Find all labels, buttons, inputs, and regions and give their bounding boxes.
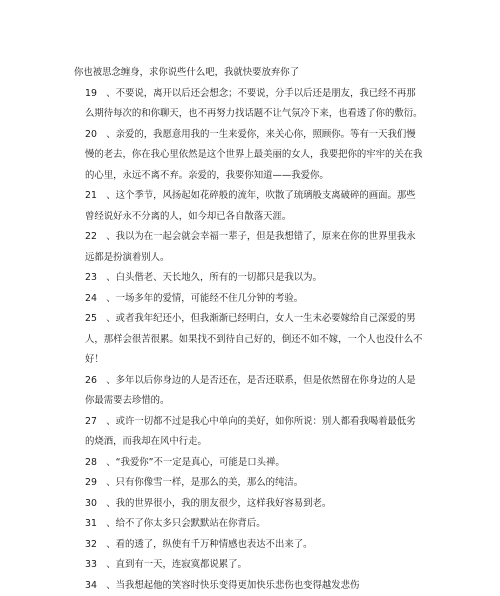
paragraph bbox=[74, 473, 419, 494]
paragraph bbox=[74, 63, 419, 84]
paragraph bbox=[74, 453, 419, 474]
text-line: 20 、亲爱的，我愿意用我的一生来爱你，来关心你，照顾你。等有一天我们慢 bbox=[74, 125, 419, 146]
text-line: 好！ bbox=[74, 350, 419, 371]
text-line: 28 、“我爱你”不一定是真心，可能是口头禅。 bbox=[74, 453, 419, 474]
paragraph bbox=[74, 84, 419, 125]
paragraph bbox=[74, 412, 419, 453]
text-line: 你也被思念缠身，求你说些什么吧，我就快要放弃你了 bbox=[74, 63, 419, 84]
text-line: 25 、或者我年纪还小，但我渐渐已经明白，女人一生未必要嫁给自己深爱的男 bbox=[74, 309, 419, 330]
text-line: 人，那样会很苦很累。如果找不到待自己好的，倒还不如不嫁，一个人也没什么不 bbox=[74, 330, 419, 351]
paragraph bbox=[74, 514, 419, 535]
paragraph bbox=[74, 186, 419, 227]
paragraph bbox=[74, 227, 419, 268]
text-line: 的心里，永远不离不弃。亲爱的，我要你知道——我爱你。 bbox=[74, 166, 419, 187]
text-line: 么期待每次的和你聊天，也不再努力找话题不让气氛冷下来，也看透了你的敷衍。 bbox=[74, 104, 419, 125]
text-line: 的烧酒，而我却在风中行走。 bbox=[74, 432, 419, 453]
text-line: 慢的老去，你在我心里依然是这个世界上最美丽的女人，我要把你的牢牢的关在我 bbox=[74, 145, 419, 166]
text-line: 31 、给不了你太多只会默默站在你背后。 bbox=[74, 514, 419, 535]
document-body bbox=[74, 63, 419, 596]
text-line: 33 、直到有一天，连寂寞都说累了。 bbox=[74, 555, 419, 576]
text-line: 21 、这个季节，风扬起如花碎般的流年，吹散了琉璃般支离破碎的画面。那些 bbox=[74, 186, 419, 207]
text-line: 你最需要去珍惜的。 bbox=[74, 391, 419, 412]
text-line: 远都是扮演着别人。 bbox=[74, 248, 419, 269]
text-line: 30 、我的世界很小，我的朋友很少，这样我好容易到老。 bbox=[74, 494, 419, 515]
text-line: 34 、当我想起他的笑容时快乐变得更加快乐悲伤也变得越发悲伤 bbox=[74, 576, 419, 596]
paragraph bbox=[74, 371, 419, 412]
paragraph bbox=[74, 555, 419, 576]
paragraph bbox=[74, 309, 419, 371]
text-line: 26 、多年以后你身边的人是否还在，是否还联系，但是依然留在你身边的人是 bbox=[74, 371, 419, 392]
text-line: 23 、白头偕老、天长地久，所有的一切都只是我以为。 bbox=[74, 268, 419, 289]
paragraph bbox=[74, 494, 419, 515]
text-line: 24 、一场多年的爱情，可能经不住几分钟的考验。 bbox=[74, 289, 419, 310]
paragraph bbox=[74, 268, 419, 289]
text-line: 27 、或许一切都不过是我心中单向的美好，如你所说：别人都看我喝着最低劣 bbox=[74, 412, 419, 433]
text-line: 22 、我以为在一起会就会幸福一辈子，但是我想错了，原来在你的世界里我永 bbox=[74, 227, 419, 248]
text-line: 29 、只有你像雪一样，是那么的美，那么的纯洁。 bbox=[74, 473, 419, 494]
text-line: 32 、看的透了，纵使有千万种情感也表达不出来了。 bbox=[74, 535, 419, 556]
paragraph bbox=[74, 535, 419, 556]
text-line: 曾经说好永不分离的人，如今却已各自散落天涯。 bbox=[74, 207, 419, 228]
text-line: 19 、不要说，离开以后还会想念；不要说，分手以后还是朋友，我已经不再那 bbox=[74, 84, 419, 105]
paragraph bbox=[74, 576, 419, 596]
paragraph bbox=[74, 289, 419, 310]
paragraph bbox=[74, 125, 419, 187]
